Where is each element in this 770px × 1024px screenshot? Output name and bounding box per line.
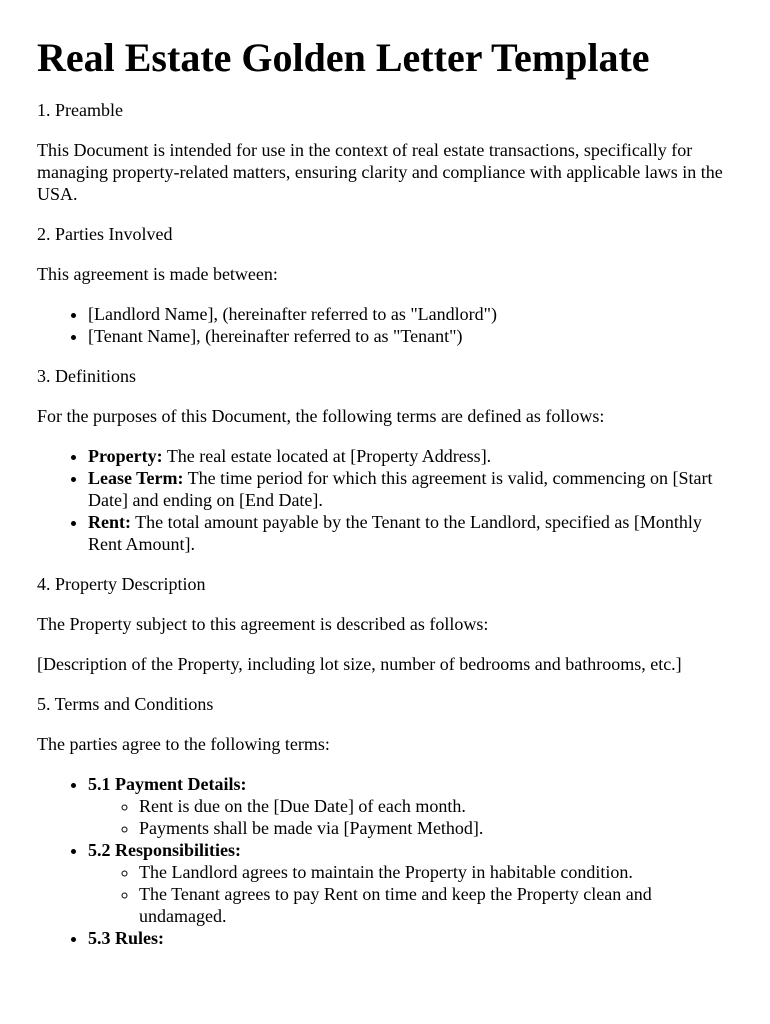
- terms-group-label: 5.1 Payment Details:: [88, 774, 247, 794]
- section-heading-terms: 5. Terms and Conditions: [37, 694, 214, 714]
- definitions-list: [37, 445, 733, 555]
- terms-group-label: 5.3 Rules:: [88, 928, 164, 948]
- list-item: [88, 511, 733, 555]
- list-item: [88, 445, 733, 467]
- definition-text: The total amount payable by the Tenant to the Landlord, specified as [Monthly Rent Amount].: [88, 512, 702, 554]
- definition-term: Property:: [88, 446, 163, 466]
- terms-intro: The parties agree to the following terms:: [37, 734, 330, 754]
- definitions-intro: For the purposes of this Document, the following terms are defined as follows:: [37, 406, 605, 426]
- document-title: Real Estate Golden Letter Template: [37, 35, 650, 80]
- list-item: [88, 467, 733, 511]
- list-item: ◦ Rent is due on the [Due Date] of each month.: [139, 795, 733, 817]
- definition-term: Rent:: [88, 512, 131, 532]
- property-description-intro: The Property subject to this agreement is described as follows:: [37, 614, 489, 634]
- terms-sublist: [88, 795, 733, 839]
- list-item: • [Tenant Name], (hereinafter referred to as "Tenant"): [88, 325, 733, 347]
- section-heading-definitions: 3. Definitions: [37, 366, 136, 386]
- section-heading-preamble: 1. Preamble: [37, 100, 123, 120]
- list-item: ◦ Payments shall be made via [Payment Method].: [139, 817, 733, 839]
- parties-intro: This agreement is made between:: [37, 264, 278, 284]
- list-item: [88, 773, 733, 839]
- terms-list: [37, 773, 733, 949]
- terms-group-label: 5.2 Responsibilities:: [88, 840, 242, 860]
- list-item: [88, 839, 733, 927]
- definition-text: The time period for which this agreement is valid, commencing on [Start Date] and ending on [End Date].: [88, 468, 713, 510]
- property-description-text: [Description of the Property, including lot size, number of bedrooms and bathrooms, etc.]: [37, 654, 682, 674]
- list-item: ◦ The Tenant agrees to pay Rent on time and keep the Property clean and undamaged.: [139, 883, 733, 927]
- terms-sublist: [88, 861, 733, 927]
- parties-list: [37, 303, 733, 347]
- section-heading-parties: 2. Parties Involved: [37, 224, 173, 244]
- list-item: ◦ The Landlord agrees to maintain the Property in habitable condition.: [139, 861, 733, 883]
- section-heading-property-description: 4. Property Description: [37, 574, 206, 594]
- definition-term: Lease Term:: [88, 468, 184, 488]
- list-item: [88, 927, 733, 949]
- preamble-text: This Document is intended for use in the context of real estate transactions, specifically for managing property-related matters, ensuring clarity and compliance with applicable laws in the USA.: [37, 140, 723, 204]
- definition-text: The real estate located at [Property Address].: [162, 446, 492, 466]
- list-item: • [Landlord Name], (hereinafter referred to as "Landlord"): [88, 303, 733, 325]
